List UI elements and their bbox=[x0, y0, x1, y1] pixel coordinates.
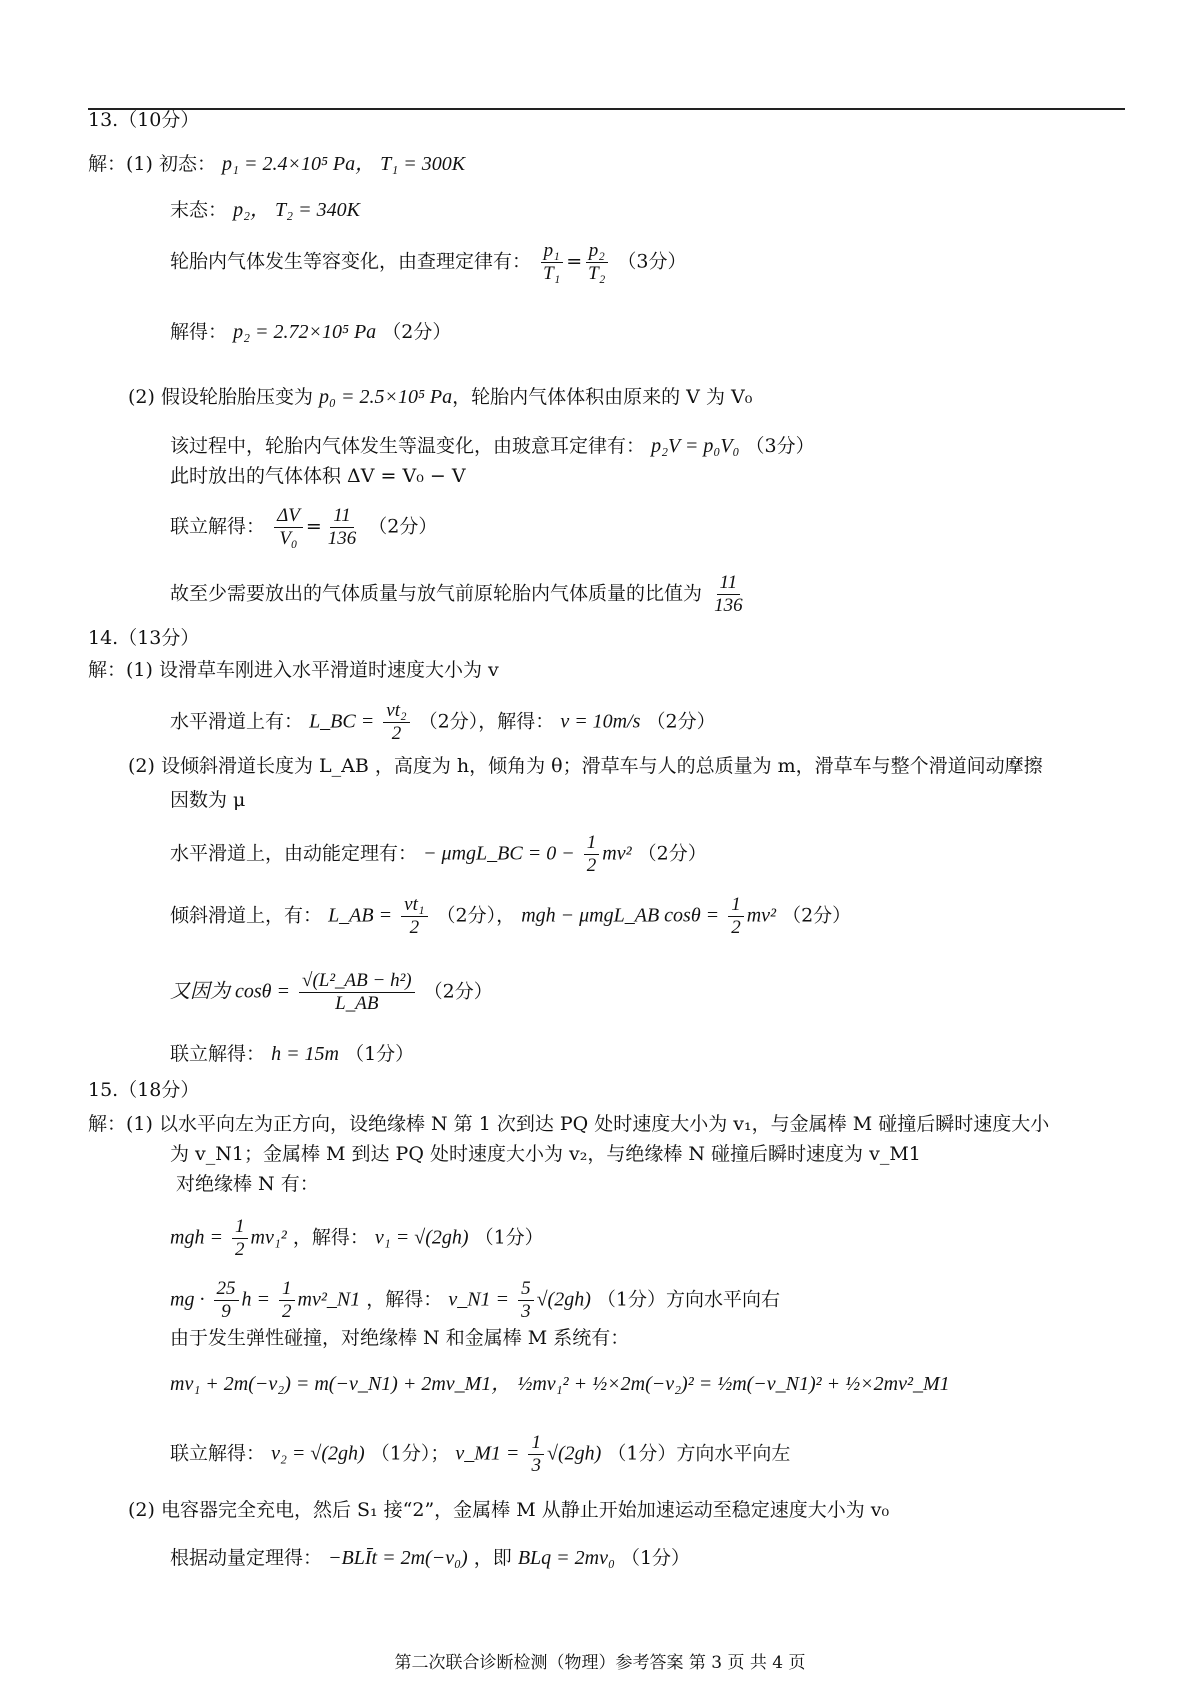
equation: v_N1 = bbox=[448, 1288, 510, 1311]
points: （2分）， bbox=[436, 904, 516, 927]
q13-p2-result: 联立解得： $\frac{\Delta V}{\text{V₀}}$ = $\frac{11}{136}$ （2分） bbox=[170, 505, 438, 549]
denominator: 2 bbox=[235, 1239, 245, 1260]
equation: v₂ = √(2gh) bbox=[271, 1442, 365, 1465]
numerator: 1 bbox=[528, 1432, 544, 1455]
q15-p2-momentum bbox=[170, 1544, 690, 1572]
points: （1分） bbox=[620, 1547, 691, 1569]
text: 故至少需要放出的气体质量与放气前原轮胎内气体质量的比值为 bbox=[170, 582, 703, 605]
equation: mv₁² bbox=[250, 1226, 287, 1249]
numerator: √(L²_AB − h²) bbox=[299, 970, 415, 993]
q15-p1-setup: 解：(1) 以水平向左为正方向，设绝缘棒 N 第 1 次到达 PQ 处时速度大小为 v₁，与金属棒 M 碰撞后瞬时速度大小 bbox=[88, 1113, 1050, 1135]
fraction bbox=[274, 505, 303, 550]
fraction bbox=[383, 700, 409, 745]
points: （2分），解得： bbox=[418, 710, 555, 733]
q15-p1-energy bbox=[170, 1216, 544, 1261]
fraction bbox=[528, 1432, 544, 1477]
q14-p2-energy bbox=[170, 832, 707, 877]
numerator: p₁ bbox=[541, 240, 563, 263]
points: （2分） bbox=[637, 842, 707, 865]
points: （2分） bbox=[423, 980, 493, 1003]
denominator: T₂ bbox=[588, 263, 606, 284]
fraction bbox=[711, 572, 746, 617]
points: （2分） bbox=[382, 321, 452, 343]
fraction bbox=[584, 832, 600, 877]
equation: √(2gh) bbox=[536, 1288, 591, 1311]
numerator: 1 bbox=[584, 832, 600, 855]
points: （1分） bbox=[474, 1226, 544, 1249]
equation: mv² bbox=[746, 904, 777, 927]
q15-p1-rebound bbox=[170, 1278, 780, 1323]
fraction bbox=[325, 505, 360, 550]
q15-p1-result bbox=[170, 1432, 790, 1477]
denominator: 136 bbox=[327, 528, 357, 549]
label: 水平滑道上，由动能定理有： bbox=[170, 842, 418, 865]
numerator: vt₂ bbox=[383, 700, 409, 723]
page-footer: 第二次联合诊断检测（物理）参考答案 第 3 页 共 4 页 bbox=[394, 1653, 806, 1673]
points: （2分） bbox=[782, 904, 852, 927]
numerator: vt₁ bbox=[401, 894, 427, 917]
equation: h = 15m bbox=[271, 1043, 340, 1065]
q13-p2-dv: 此时放出的气体体积 ΔV = V₀ − V bbox=[170, 465, 466, 487]
numerator: 11 bbox=[717, 572, 741, 595]
q14-heading: 14.（13分） bbox=[88, 627, 200, 649]
label: 联立解得： bbox=[170, 1442, 266, 1465]
fraction bbox=[279, 1278, 295, 1323]
equation: v₁ = √(2gh) bbox=[374, 1226, 469, 1249]
points: （1分）方向水平向右 bbox=[596, 1288, 781, 1311]
equation: p₂ = 2.72×10⁵ Pa bbox=[233, 321, 377, 343]
points: （2分） bbox=[646, 710, 716, 733]
equation: 又因为 cosθ = bbox=[170, 980, 290, 1003]
q15-p2-setup: (2) 电容器完全充电，然后 S₁ 接“2”，金属棒 M 从静止开始加速运动至稳定速度大小为 v₀ bbox=[128, 1499, 890, 1521]
header-rule bbox=[88, 108, 1125, 110]
equation: −BLĪt = 2m(−v₀) bbox=[328, 1547, 468, 1569]
numerator: 1 bbox=[279, 1278, 295, 1301]
equation: mv² bbox=[602, 842, 632, 865]
fraction bbox=[214, 1278, 239, 1323]
equation: p₀ = 2.5×10⁵ Pa bbox=[319, 386, 453, 408]
fraction bbox=[585, 240, 608, 285]
label: 联立解得： bbox=[170, 515, 266, 538]
q13-p1-final bbox=[170, 196, 360, 224]
text: 轮胎内气体发生等容变化，由查理定律有： bbox=[170, 250, 532, 273]
label: 解得： bbox=[170, 321, 228, 343]
text: ，解得： bbox=[366, 1288, 443, 1311]
equation: p₁ = 2.4×10⁵ Pa， T₁ = 300K bbox=[222, 153, 466, 175]
q13-p2-assume bbox=[128, 383, 752, 411]
momentum-equation: mv₁ + 2m(−v₂) = m(−v_N1) + 2mv_M1， bbox=[170, 1373, 512, 1395]
points: （2分） bbox=[368, 515, 438, 538]
q13-p2-conclusion bbox=[170, 572, 749, 617]
q13-p1-result bbox=[170, 318, 451, 346]
q15-p1-rod-n: 对绝缘棒 N 有： bbox=[176, 1173, 319, 1195]
points: （3分） bbox=[617, 250, 687, 273]
q14-p1-horizontal bbox=[170, 700, 716, 745]
fraction bbox=[401, 894, 427, 939]
q14-p2-setup: (2) 设倾斜滑道长度为 L_AB ，高度为 h，倾角为 θ；滑草车与人的总质量为 m，滑草车与整个滑道间动摩擦 bbox=[128, 755, 1043, 777]
numerator: 11 bbox=[330, 505, 354, 528]
numerator: 25 bbox=[214, 1278, 239, 1301]
points: （3分） bbox=[745, 435, 815, 457]
numerator: 1 bbox=[728, 894, 744, 917]
label: 解：(1) 初态： bbox=[88, 153, 216, 175]
fraction bbox=[299, 970, 415, 1015]
q14-p1-setup: 解：(1) 设滑草车刚进入水平滑道时速度大小为 v bbox=[88, 659, 499, 681]
equation: v = 10m/s bbox=[560, 710, 641, 733]
equation: mgh − μmgL_AB cosθ = bbox=[521, 904, 720, 927]
numerator: 5 bbox=[518, 1278, 534, 1301]
equation: L_BC = bbox=[309, 710, 375, 733]
points: （1分）方向水平向左 bbox=[607, 1442, 791, 1465]
q13-p1-law: 轮胎内气体发生等容变化，由查理定律有： $\frac{\text{p₁}}{\text{T₁}}$ = $\frac{\text{p₂}}{\text{T₂}}$ （3分） bbox=[170, 240, 687, 284]
text: (2) 假设轮胎胎压变为 bbox=[128, 386, 313, 408]
text: 该过程中，轮胎内气体发生等温变化，由玻意耳定律有： bbox=[170, 435, 646, 457]
equation: mg · bbox=[170, 1288, 205, 1311]
text: ，解得： bbox=[292, 1226, 369, 1249]
q14-p2-setup-cont: 因数为 μ bbox=[170, 789, 246, 811]
q14-p2-result bbox=[170, 1040, 414, 1068]
numerator: 1 bbox=[232, 1216, 248, 1239]
equation: mgh = bbox=[170, 1226, 223, 1249]
points: （1分） bbox=[345, 1043, 415, 1065]
q15-p1-setup-cont: 为 v_N1；金属棒 M 到达 PQ 处时速度大小为 v₂，与绝缘棒 N 碰撞后瞬时速度为 v_M1 bbox=[170, 1143, 921, 1165]
numerator: p₂ bbox=[586, 240, 608, 263]
q14-p2-incline bbox=[170, 894, 851, 939]
label: 倾斜滑道上，有： bbox=[170, 904, 323, 927]
denominator: 2 bbox=[391, 723, 402, 744]
denominator: 2 bbox=[731, 917, 741, 938]
denominator: T₁ bbox=[543, 263, 561, 284]
denominator: 3 bbox=[521, 1301, 531, 1322]
text: ，即 bbox=[473, 1547, 512, 1569]
energy-equation: ½mv₁² + ½×2m(−v₂)² = ½m(−v_N1)² + ½×2mv²_M1 bbox=[517, 1373, 950, 1395]
label: 水平滑道上有： bbox=[170, 710, 304, 733]
denominator: 136 bbox=[714, 595, 743, 616]
text: ，轮胎内气体体积由原来的 V 为 V₀ bbox=[452, 386, 753, 408]
equation: h = bbox=[241, 1288, 270, 1311]
q15-p1-elastic: 由于发生弹性碰撞，对绝缘棒 N 和金属棒 M 系统有： bbox=[170, 1327, 630, 1349]
denominator: 2 bbox=[586, 855, 597, 876]
denominator: L_AB bbox=[335, 993, 379, 1014]
q15-heading: 15.（18分） bbox=[88, 1079, 200, 1101]
denominator: 9 bbox=[221, 1301, 231, 1322]
q13-heading: 13.（10分） bbox=[88, 109, 200, 131]
q13-p1-initial bbox=[88, 150, 465, 178]
equation: p₂， T₂ = 340K bbox=[233, 199, 360, 221]
fraction bbox=[540, 240, 563, 285]
q15-p1-collision-eqs bbox=[170, 1370, 950, 1398]
label: 末态： bbox=[170, 199, 228, 221]
points: （1分）； bbox=[370, 1442, 450, 1465]
equation: p₂V = p₀V₀ bbox=[651, 435, 740, 457]
fraction bbox=[518, 1278, 534, 1323]
equation: − μmgL_BC = 0 − bbox=[423, 842, 575, 865]
fraction bbox=[728, 894, 744, 939]
equation: L_AB = bbox=[328, 904, 393, 927]
fraction bbox=[232, 1216, 248, 1261]
label: 联立解得： bbox=[170, 1043, 266, 1065]
denominator: 3 bbox=[531, 1455, 541, 1476]
q13-p2-law bbox=[170, 432, 815, 460]
equation: mv²_N1 bbox=[297, 1288, 361, 1311]
numerator: ΔV bbox=[274, 505, 303, 528]
equation: BLq = 2mv₀ bbox=[517, 1547, 615, 1569]
denominator: 2 bbox=[282, 1301, 292, 1322]
label: 根据动量定理得： bbox=[170, 1547, 323, 1569]
q14-p2-cos bbox=[170, 970, 493, 1015]
denominator: V₀ bbox=[279, 528, 298, 549]
equation: v_M1 = bbox=[455, 1442, 520, 1465]
denominator: 2 bbox=[409, 917, 420, 938]
equation: √(2gh) bbox=[546, 1442, 602, 1465]
